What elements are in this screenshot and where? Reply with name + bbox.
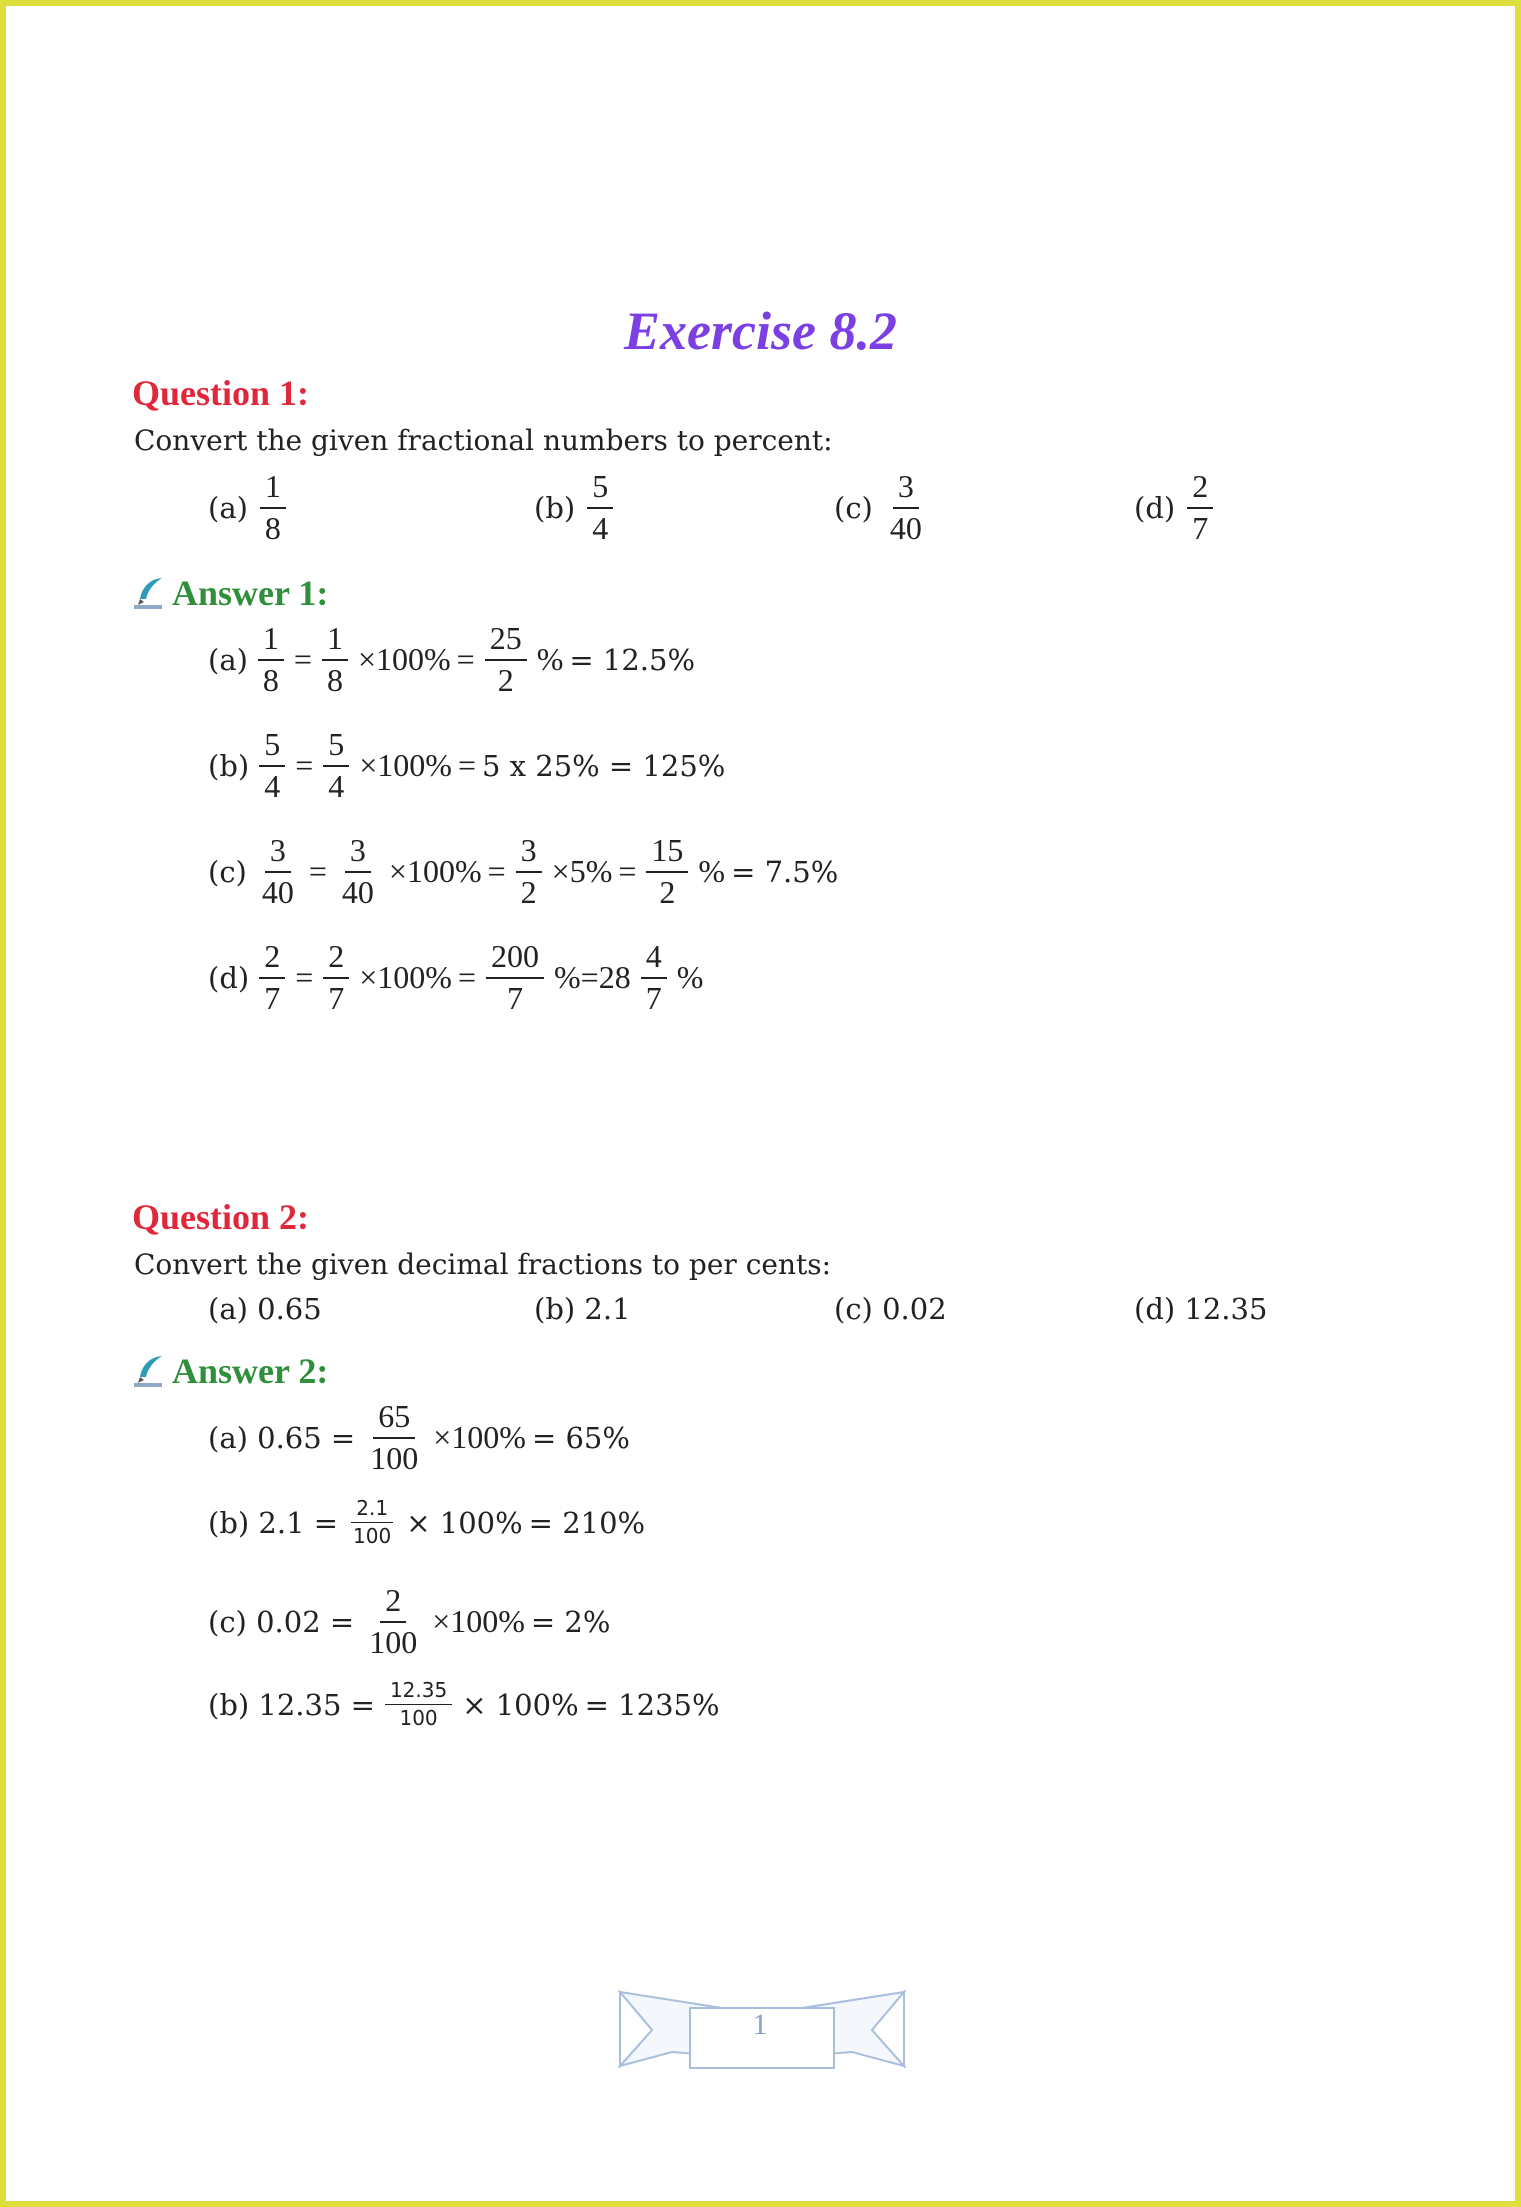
denominator: 7	[328, 979, 345, 1016]
numerator: 65	[373, 1400, 415, 1439]
equals: =	[295, 959, 314, 996]
result: = 65%	[531, 1420, 630, 1455]
question-2-prompt: Convert the given decimal fractions to per cents:	[134, 1248, 832, 1281]
fraction	[259, 940, 285, 1015]
q1-item-label: (c)	[834, 490, 873, 525]
fraction	[641, 940, 667, 1015]
fraction	[323, 940, 349, 1015]
equals: =	[308, 853, 327, 890]
numerator: 15	[646, 834, 688, 873]
expr-lhs: (b) 2.1 =	[208, 1505, 339, 1540]
numerator: 5	[587, 470, 613, 509]
expr-lhs: (a) 0.65 =	[208, 1420, 356, 1455]
expr-lhs: (c) 0.02 =	[208, 1604, 355, 1639]
q1-item-label: (b)	[534, 490, 576, 525]
denominator: 7	[645, 979, 662, 1016]
expr-label: (d)	[208, 960, 250, 995]
times-operator: ×5%	[551, 853, 613, 890]
denominator: 2	[520, 873, 537, 910]
q1-item-a	[208, 470, 290, 545]
fraction	[885, 470, 927, 545]
numerator: 2	[259, 940, 285, 979]
denominator: 4	[592, 509, 609, 546]
answer-2a	[208, 1400, 630, 1475]
times-operator: ×100%	[388, 853, 482, 890]
times-operator: ×100%	[432, 1603, 525, 1640]
denominator: 40	[889, 509, 922, 546]
fraction	[258, 622, 284, 697]
denominator: 2	[497, 661, 514, 698]
result: 5 x 25% = 125%	[482, 748, 726, 783]
q2-item-a: (a) 0.65	[208, 1292, 322, 1326]
page-number: 1	[752, 2008, 768, 2041]
q2-item-b: (b) 2.1	[534, 1292, 631, 1326]
equals: =	[293, 641, 312, 678]
result: = 12.5%	[569, 642, 696, 677]
times-operator: ×100%	[357, 641, 451, 678]
numerator: 200	[486, 940, 544, 979]
fraction	[348, 1498, 396, 1547]
numerator: 3	[345, 834, 371, 873]
fraction	[322, 622, 348, 697]
answer-1-header	[132, 572, 328, 614]
denominator: 100	[370, 1439, 419, 1476]
pen-nib-icon	[132, 575, 168, 611]
expr-label: (b)	[208, 748, 250, 783]
denominator: 7	[507, 979, 523, 1016]
answer-2-header	[132, 1350, 328, 1392]
times-operator: × 100%	[462, 1687, 579, 1722]
result: = 210%	[528, 1505, 646, 1540]
answer-1a	[208, 622, 695, 697]
fraction	[516, 834, 542, 909]
answer-1c	[208, 834, 838, 909]
denominator: 7	[264, 979, 281, 1016]
fraction	[486, 940, 544, 1015]
exercise-title: Exercise 8.2	[624, 301, 897, 361]
numerator: 2	[1187, 470, 1213, 509]
q1-item-b	[534, 470, 617, 545]
denominator: 100	[399, 1706, 438, 1730]
denominator: 8	[262, 661, 279, 698]
denominator: 4	[328, 767, 345, 804]
numerator: 3	[516, 834, 542, 873]
numerator: 12.35	[385, 1680, 452, 1705]
result: = 1235%	[584, 1687, 720, 1722]
fraction	[1187, 470, 1213, 545]
q1-item-label: (a)	[208, 490, 248, 525]
numerator: 4	[641, 940, 667, 979]
denominator: 8	[326, 661, 343, 698]
pen-nib-icon	[132, 1353, 168, 1389]
question-2-heading: Question 2:	[132, 1197, 310, 1237]
result: = 7.5%	[731, 854, 839, 889]
percent-equals: %=28	[554, 959, 631, 996]
numerator: 3	[265, 834, 291, 873]
percent-sign: %	[698, 853, 726, 890]
numerator: 1	[322, 622, 348, 661]
times-operator: × 100%	[406, 1505, 523, 1540]
q2-item-c: (c) 0.02	[834, 1292, 947, 1326]
equals: =	[618, 853, 637, 890]
fraction	[587, 470, 613, 545]
q2-item-d: (d) 12.35	[1134, 1292, 1268, 1326]
times-operator: ×100%	[433, 1419, 526, 1456]
question-1-prompt: Convert the given fractional numbers to percent:	[134, 424, 833, 457]
denominator: 100	[369, 1623, 418, 1660]
percent-sign: %	[676, 959, 704, 996]
answer-2-heading: Answer 2:	[172, 1351, 329, 1391]
q1-item-label: (d)	[1134, 490, 1176, 525]
denominator: 100	[353, 1524, 392, 1548]
expr-lhs: (b) 12.35 =	[208, 1687, 375, 1722]
fraction	[364, 1584, 422, 1659]
fraction	[646, 834, 688, 909]
fraction	[485, 622, 527, 697]
fraction	[337, 834, 379, 909]
answer-2d	[208, 1680, 720, 1729]
numerator: 2	[323, 940, 349, 979]
numerator: 2.1	[351, 1498, 393, 1523]
answer-1b	[208, 728, 725, 803]
numerator: 5	[259, 728, 285, 767]
question-1-heading: Question 1:	[132, 373, 310, 413]
denominator: 4	[264, 767, 281, 804]
fraction	[385, 1680, 452, 1729]
denominator: 40	[341, 873, 374, 910]
numerator: 1	[260, 470, 286, 509]
numerator: 5	[323, 728, 349, 767]
denominator: 7	[1192, 509, 1209, 546]
equals: =	[487, 853, 506, 890]
denominator: 8	[264, 509, 281, 546]
numerator: 25	[485, 622, 527, 661]
expr-label: (c)	[208, 854, 247, 889]
denominator: 40	[261, 873, 294, 910]
answer-1-heading: Answer 1:	[172, 573, 329, 613]
times-operator: ×100%	[359, 959, 452, 996]
expr-label: (a)	[208, 642, 248, 677]
result: = 2%	[530, 1604, 611, 1639]
fraction	[257, 834, 299, 909]
percent-sign: %	[536, 641, 564, 678]
denominator: 2	[659, 873, 676, 910]
fraction	[365, 1400, 423, 1475]
q1-item-d	[1134, 470, 1217, 545]
numerator: 3	[893, 470, 919, 509]
answer-2b	[208, 1498, 645, 1547]
numerator: 1	[258, 622, 284, 661]
equals: =	[457, 747, 476, 784]
equals: =	[295, 747, 314, 784]
equals: =	[457, 959, 476, 996]
q1-item-c	[834, 470, 931, 545]
fraction	[260, 470, 286, 545]
numerator: 2	[380, 1584, 406, 1623]
equals: =	[456, 641, 475, 678]
answer-1d	[208, 940, 703, 1015]
fraction	[323, 728, 349, 803]
fraction	[259, 728, 285, 803]
answer-2c	[208, 1584, 610, 1659]
times-operator: ×100%	[359, 747, 452, 784]
